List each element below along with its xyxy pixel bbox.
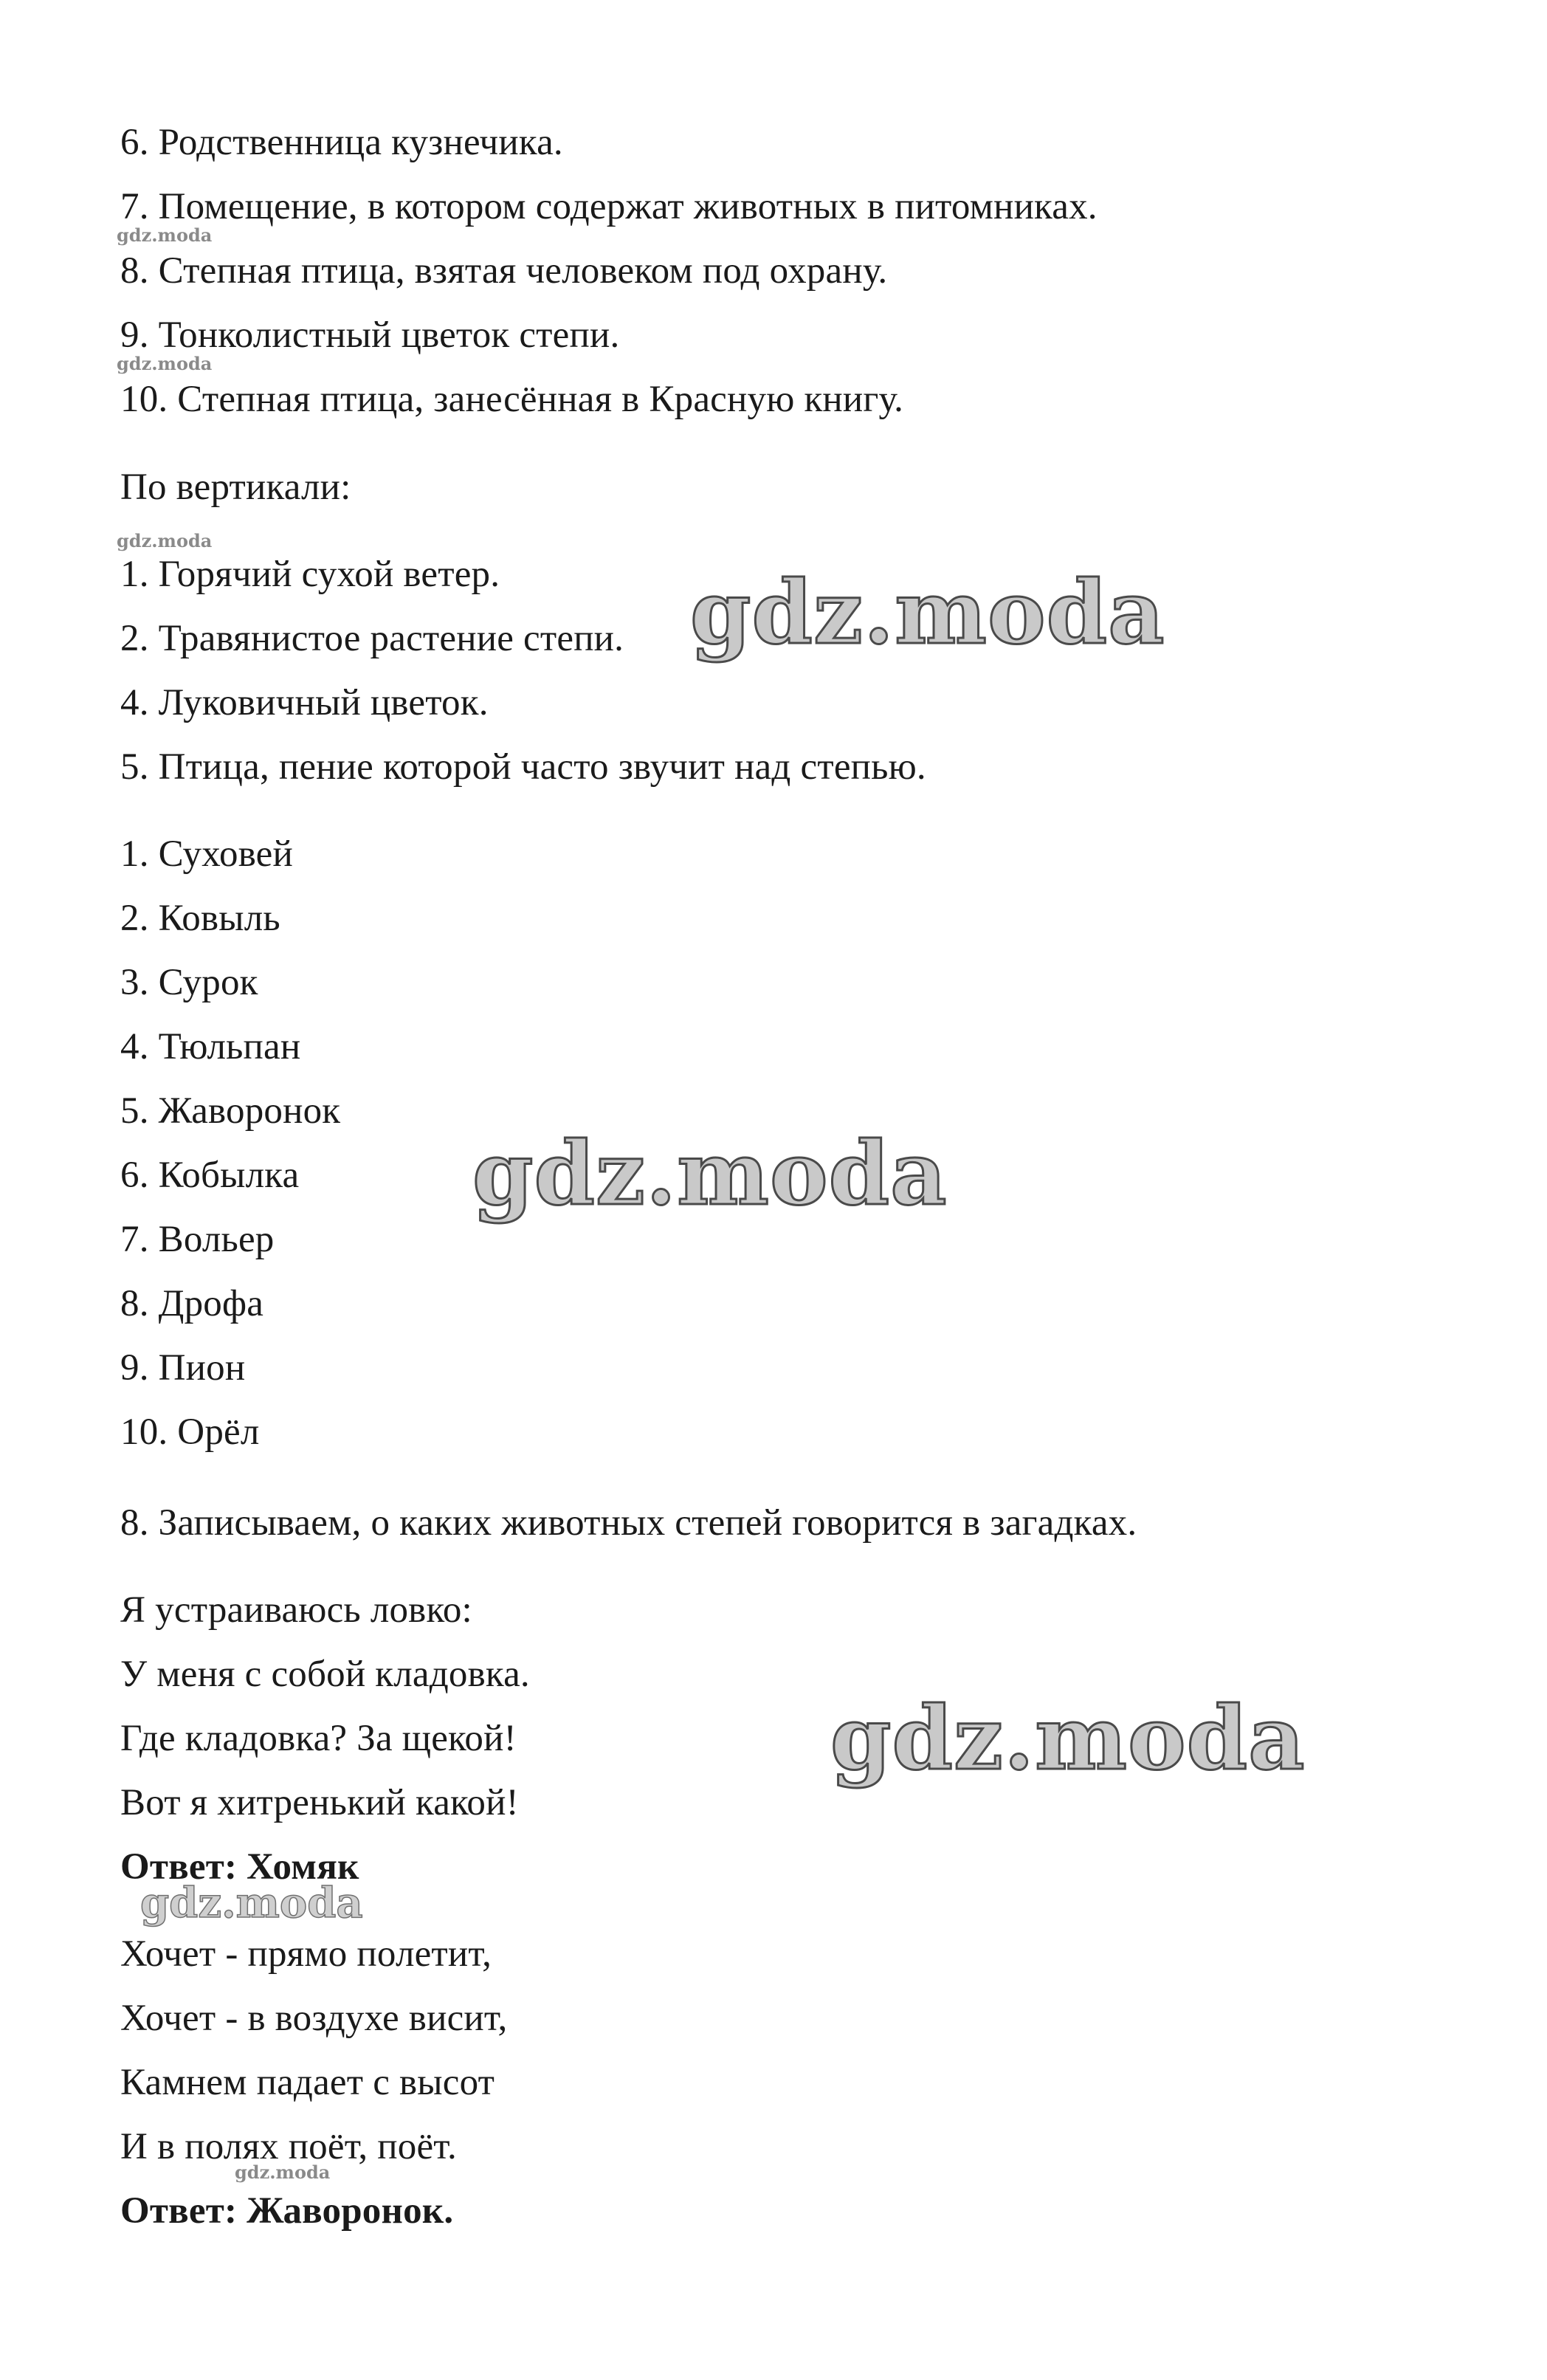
- clue-horizontal-9: 9. Тонколистный цветок степи.: [120, 314, 620, 356]
- riddle2-line-3: Камнем падает с высот: [120, 2062, 495, 2103]
- clue-vertical-5: 5. Птица, пение которой часто звучит над степью.: [120, 746, 926, 788]
- answer-10: 10. Орёл: [120, 1411, 260, 1453]
- answer-3: 3. Сурок: [120, 962, 258, 1003]
- answer-1: 1. Суховей: [120, 833, 294, 875]
- watermark-large-2: gdz.moda: [472, 1122, 948, 1225]
- riddle1-line-2: У меня с собой кладовка.: [120, 1654, 530, 1695]
- clue-vertical-4: 4. Луковичный цветок.: [120, 682, 489, 723]
- clue-horizontal-6: 6. Родственница кузнечика.: [120, 122, 563, 163]
- riddle2-line-1: Хочет - прямо полетит,: [120, 1933, 492, 1975]
- clue-vertical-2: 2. Травянистое растение степи.: [120, 618, 624, 659]
- riddle1-answer: Ответ: Хомяк: [120, 1846, 359, 1888]
- clue-horizontal-10: 10. Степная птица, занесённая в Красную книгу.: [120, 379, 904, 420]
- riddle1-line-1: Я устраиваюсь ловко:: [120, 1589, 472, 1631]
- answer-9: 9. Пион: [120, 1347, 246, 1389]
- watermark-small-2: gdz.moda: [117, 353, 213, 374]
- vertical-heading: По вертикали:: [120, 467, 351, 508]
- watermark-large-1: gdz.moda: [690, 561, 1165, 664]
- clue-vertical-1: 1. Горячий сухой ветер.: [120, 554, 500, 595]
- watermark-small-3: gdz.moda: [117, 530, 213, 551]
- riddle2-line-4: И в полях поёт, поёт.: [120, 2126, 457, 2167]
- riddle2-answer: Ответ: Жаворонок.: [120, 2190, 454, 2232]
- watermark-small-1: gdz.moda: [117, 224, 213, 246]
- answer-7: 7. Вольер: [120, 1219, 275, 1260]
- clue-horizontal-8: 8. Степная птица, взятая человеком под охрану.: [120, 250, 888, 292]
- watermark-medium: gdz.moda: [140, 1879, 363, 1927]
- answer-5: 5. Жаворонок: [120, 1090, 341, 1132]
- task-heading: 8. Записываем, о каких животных степей говорится в загадках.: [120, 1502, 1137, 1544]
- watermark-large-3: gdz.moda: [830, 1687, 1306, 1789]
- riddle1-line-4: Вот я хитренький какой!: [120, 1782, 519, 1823]
- answer-2: 2. Ковыль: [120, 898, 280, 939]
- watermark-small-4: gdz.moda: [235, 2161, 331, 2183]
- riddle1-line-3: Где кладовка? За щекой!: [120, 1718, 517, 1759]
- answer-8: 8. Дрофа: [120, 1283, 264, 1324]
- riddle2-line-2: Хочет - в воздухе висит,: [120, 1998, 508, 2039]
- answer-6: 6. Кобылка: [120, 1155, 300, 1196]
- answer-4: 4. Тюльпан: [120, 1026, 301, 1067]
- clue-horizontal-7: 7. Помещение, в котором содержат животных в питомниках.: [120, 186, 1098, 227]
